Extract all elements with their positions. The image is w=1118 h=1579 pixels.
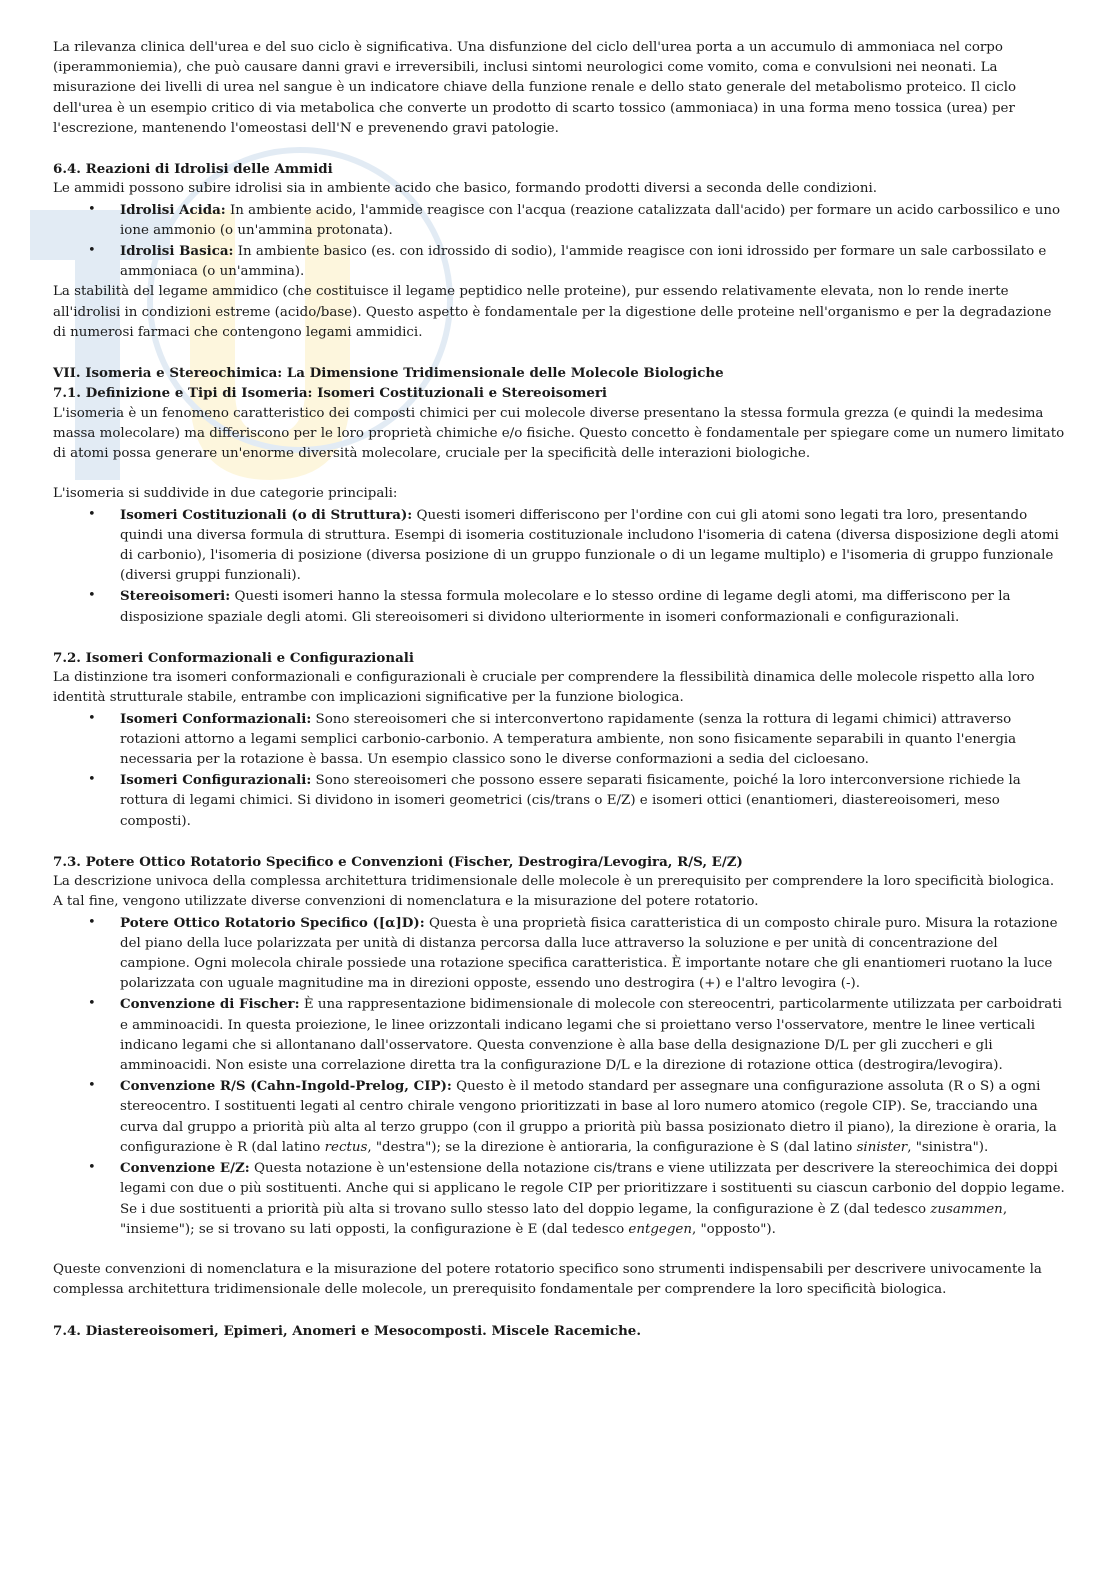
section-7-2-list bbox=[53, 709, 1065, 832]
list-item-term: Convenzione R/S (Cahn-Ingold-Prelog, CIP): bbox=[120, 1078, 452, 1095]
list-item-text: Questi isomeri hanno la stessa formula molecolare e lo stesso ordine di legame degli atomi, ma differiscono per la disposizione spaziale degli atomi. Gli stereoisomeri si dividono ulteriormente in isomeri conformazionali e configurazionali. bbox=[120, 589, 1011, 625]
list-item bbox=[120, 994, 1065, 1076]
list-item bbox=[120, 770, 1065, 832]
list-item-text: , "insieme"); se si trovano su lati opposti, la configurazione è E (dal tedesco bbox=[120, 1201, 1008, 1237]
list-item-text: Questa è una proprietà fisica caratteristica di un composto chirale puro. Misura la rotazione del piano della luce polarizzata per unità di distanza percorsa dalla luce attraverso la soluzione e per unità di concentrazione del campione. Ogni molecola chirale possiede una rotazione specifica caratteristica. È importante notare che gli enantiomeri ruotano la luce polarizzata con uguale magnitudine ma in direzioni opposte, essendo uno destrogira (+) e l'altro levogira (-). bbox=[120, 915, 1058, 992]
list-item-term: Potere Ottico Rotatorio Specifico ([α]D): bbox=[120, 914, 425, 931]
list-item-term: Convenzione di Fischer: bbox=[120, 996, 300, 1013]
latin-term: sinister bbox=[856, 1139, 908, 1155]
section-7-2-paragraph: La distinzione tra isomeri conformazionali e configurazionali è cruciale per comprendere la flessibilità dinamica delle molecole rispetto alla loro identità strutturale stabile, entrambe con implicazioni significative per la funzione biologica. bbox=[53, 670, 1035, 706]
list-item-term: Isomeri Configurazionali: bbox=[120, 772, 312, 789]
section-7-1-heading: 7.1. Definizione e Tipi di Isomeria: Isomeri Costituzionali e Stereoisomeri bbox=[53, 385, 608, 402]
list-item-text: Questi isomeri differiscono per l'ordine con cui gli atomi sono legati tra loro, presentando quindi una diversa formula di struttura. Esempi di isomeria costituzionale includono l'isomeria di catena (diversa disposizione degli atomi di carbonio), l'isomeria di posizione (diversa posizione di un gruppo funzionale o di un legame multiplo) e l'isomeria di gruppo funzionale (diversi gruppi funzionali). bbox=[120, 507, 1059, 584]
section-7-1-paragraph: L'isomeria è un fenomeno caratteristico dei composti chimici per cui molecole diverse presentano la stessa formula grezza (e quindi la medesima massa molecolare) ma differiscono per le loro proprietà chimiche e/o fisiche. Questo concetto è fondamentale per spiegare come un numero limitato di atomi possa generare un'enorme diversità molecolare, cruciale per la specificità delle interazioni biologiche. bbox=[53, 405, 1065, 462]
list-item-term: Isomeri Costituzionali (o di Struttura): bbox=[120, 506, 413, 523]
section-6-4-list bbox=[53, 200, 1065, 283]
list-item bbox=[120, 586, 1065, 627]
list-item-term: Idrolisi Acida: bbox=[120, 201, 226, 218]
list-item-text: È una rappresentazione bidimensionale di molecole con stereocentri, particolarmente utilizzata per carboidrati e amminoacidi. In questa proiezione, le linee orizzontali indicano legami che si proiettano verso l'osservatore, mentre le linee verticali indicano legami che si allontanano dall'osservatore. Questa convenzione è alla base della designazione D/L per gli zuccheri e gli amminoacidi. Non esiste una correlazione diretta tra la configurazione D/L e la direzione di rotazione ottica (destrogira/levogira). bbox=[120, 997, 1062, 1074]
section-7-2-heading: 7.2. Isomeri Conformazionali e Configurazionali bbox=[53, 650, 414, 667]
list-item-text: Questa notazione è un'estensione della notazione cis/trans e viene utilizzata per descrivere la stereochimica dei doppi legami con due o più sostituenti. Anche qui si applicano le regole CIP per prioritizzare i sostituenti su ciascun carbonio del doppio legame. Se i due sostituenti a priorità più alta si trovano sullo stesso lato del doppio legame, la configurazione è Z (dal tedesco bbox=[120, 1161, 1065, 1217]
list-item bbox=[120, 505, 1065, 587]
list-item bbox=[120, 200, 1065, 241]
document-page bbox=[53, 38, 1065, 1341]
list-item bbox=[120, 709, 1065, 771]
section-7-3-closing: Queste convenzioni di nomenclatura e la misurazione del potere rotatorio specifico sono strumenti indispensabili per descrivere univocamente la complessa architettura tridimensionale delle molecole, un prerequisito fondamentale per comprendere la loro specificità biologica. bbox=[53, 1262, 1042, 1298]
section-7-3-list bbox=[53, 913, 1065, 1240]
list-item-term: Idrolisi Basica: bbox=[120, 243, 234, 260]
section-7-1-list bbox=[53, 505, 1065, 628]
section-7-4-heading: 7.4. Diastereoisomeri, Epimeri, Anomeri e Mesocomposti. Miscele Racemiche. bbox=[53, 1322, 641, 1339]
list-item bbox=[120, 913, 1065, 995]
list-item-term: Isomeri Conformazionali: bbox=[120, 710, 312, 727]
list-item-text: Sono stereoisomeri che si interconvertono rapidamente (senza la rottura di legami chimici) attraverso rotazioni attorno a legami semplici carbonio-carbonio. A temperatura ambiente, non sono fisicamente separabili in quanto l'energia necessaria per la rotazione è bassa. Un esempio classico sono le diverse conformazioni a sedia del cicloesano. bbox=[120, 711, 1017, 768]
german-term: entgegen bbox=[628, 1221, 692, 1237]
section-7-3-paragraph: La descrizione univoca della complessa architettura tridimensionale delle molecole è un prerequisito per comprendere la loro specificità biologica. A tal fine, vengono utilizzate diverse convenzioni di nomenclatura e la misurazione del potere rotatorio. bbox=[53, 874, 1055, 910]
list-item bbox=[120, 241, 1065, 282]
chapter-7-heading: VII. Isomeria e Stereochimica: La Dimensione Tridimensionale delle Molecole Biologiche bbox=[53, 365, 724, 382]
section-7-3-heading: 7.3. Potere Ottico Rotatorio Specifico e Convenzioni (Fischer, Destrogira/Levogira, R/S, E/Z) bbox=[53, 854, 743, 871]
list-item-term: Stereoisomeri: bbox=[120, 588, 231, 605]
latin-term: rectus bbox=[324, 1139, 368, 1155]
list-item-text: , "sinistra"). bbox=[907, 1139, 989, 1155]
list-item-text: Sono stereoisomeri che possono essere separati fisicamente, poiché la loro interconversione richiede la rottura di legami chimici. Si dividono in isomeri geometrici (cis/trans o E/Z) e isomeri ottici (enantiomeri, diastereoisomeri, meso composti). bbox=[120, 773, 1021, 829]
list-item bbox=[120, 1158, 1065, 1240]
list-item-text: In ambiente acido, l'ammide reagisce con l'acqua (reazione catalizzata dall'acido) per formare un acido carbossilico e uno ione ammonio (o un'ammina protonata). bbox=[120, 202, 1061, 238]
list-item-term: Convenzione E/Z: bbox=[120, 1160, 250, 1177]
intro-paragraph: La rilevanza clinica dell'urea e del suo ciclo è significativa. Una disfunzione del ciclo dell'urea porta a un accumulo di ammoniaca nel corpo (iperammoniemia), che può causare danni gravi e irreversibili, inclusi sintomi neurologici come vomito, coma e convulsioni nei neonati. La misurazione dei livelli di urea nel sangue è un indicatore chiave della funzione renale e dello stato generale del metabolismo proteico. Il ciclo dell'urea è un esempio critico di via metabolica che converte un prodotto di scarto tossico (ammoniaca) in una forma meno tossica (urea) per l'escrezione, mantenendo l'omeostasi dell'N e prevenendo gravi patologie. bbox=[53, 40, 1017, 136]
german-term: zusammen bbox=[930, 1201, 1003, 1217]
section-6-4-intro: Le ammidi possono subire idrolisi sia in ambiente acido che basico, formando prodotti diversi a seconda delle condizioni. bbox=[53, 181, 878, 197]
list-item bbox=[120, 1076, 1065, 1158]
section-6-4-closing: La stabilità del legame ammidico (che costituisce il legame peptidico nelle proteine), pur essendo relativamente elevata, non lo rende inerte all'idrolisi in condizioni estreme (acido/base). Questo aspetto è fondamentale per la digestione delle proteine nell'organismo e per la degradazione di numerosi farmaci che contengono legami ammidici. bbox=[53, 284, 1052, 340]
list-item-text: , "destra"); se la direzione è antioraria, la configurazione è S (dal latino bbox=[367, 1139, 857, 1155]
list-item-text: In ambiente basico (es. con idrossido di sodio), l'ammide reagisce con ioni idrossido per formare un sale carbossilato e ammoniaca (o un'ammina). bbox=[120, 244, 1047, 280]
list-item-text: Questo è il metodo standard per assegnare una configurazione assoluta (R o S) a ogni stereocentro. I sostituenti legati al centro chirale vengono prioritizzati in base al loro numero atomico (regole CIP). Se, tracciando una curva dal gruppo a priorità più alta al terzo gruppo (con il gruppo a priorità più bassa posizionato dietro il piano), la direzione è oraria, la configurazione è R (dal latino bbox=[120, 1079, 1057, 1155]
section-6-4-heading: 6.4. Reazioni di Idrolisi delle Ammidi bbox=[53, 161, 333, 178]
section-7-1-intro2: L'isomeria si suddivide in due categorie principali: bbox=[53, 486, 398, 502]
list-item-text: , "opposto"). bbox=[691, 1221, 776, 1237]
